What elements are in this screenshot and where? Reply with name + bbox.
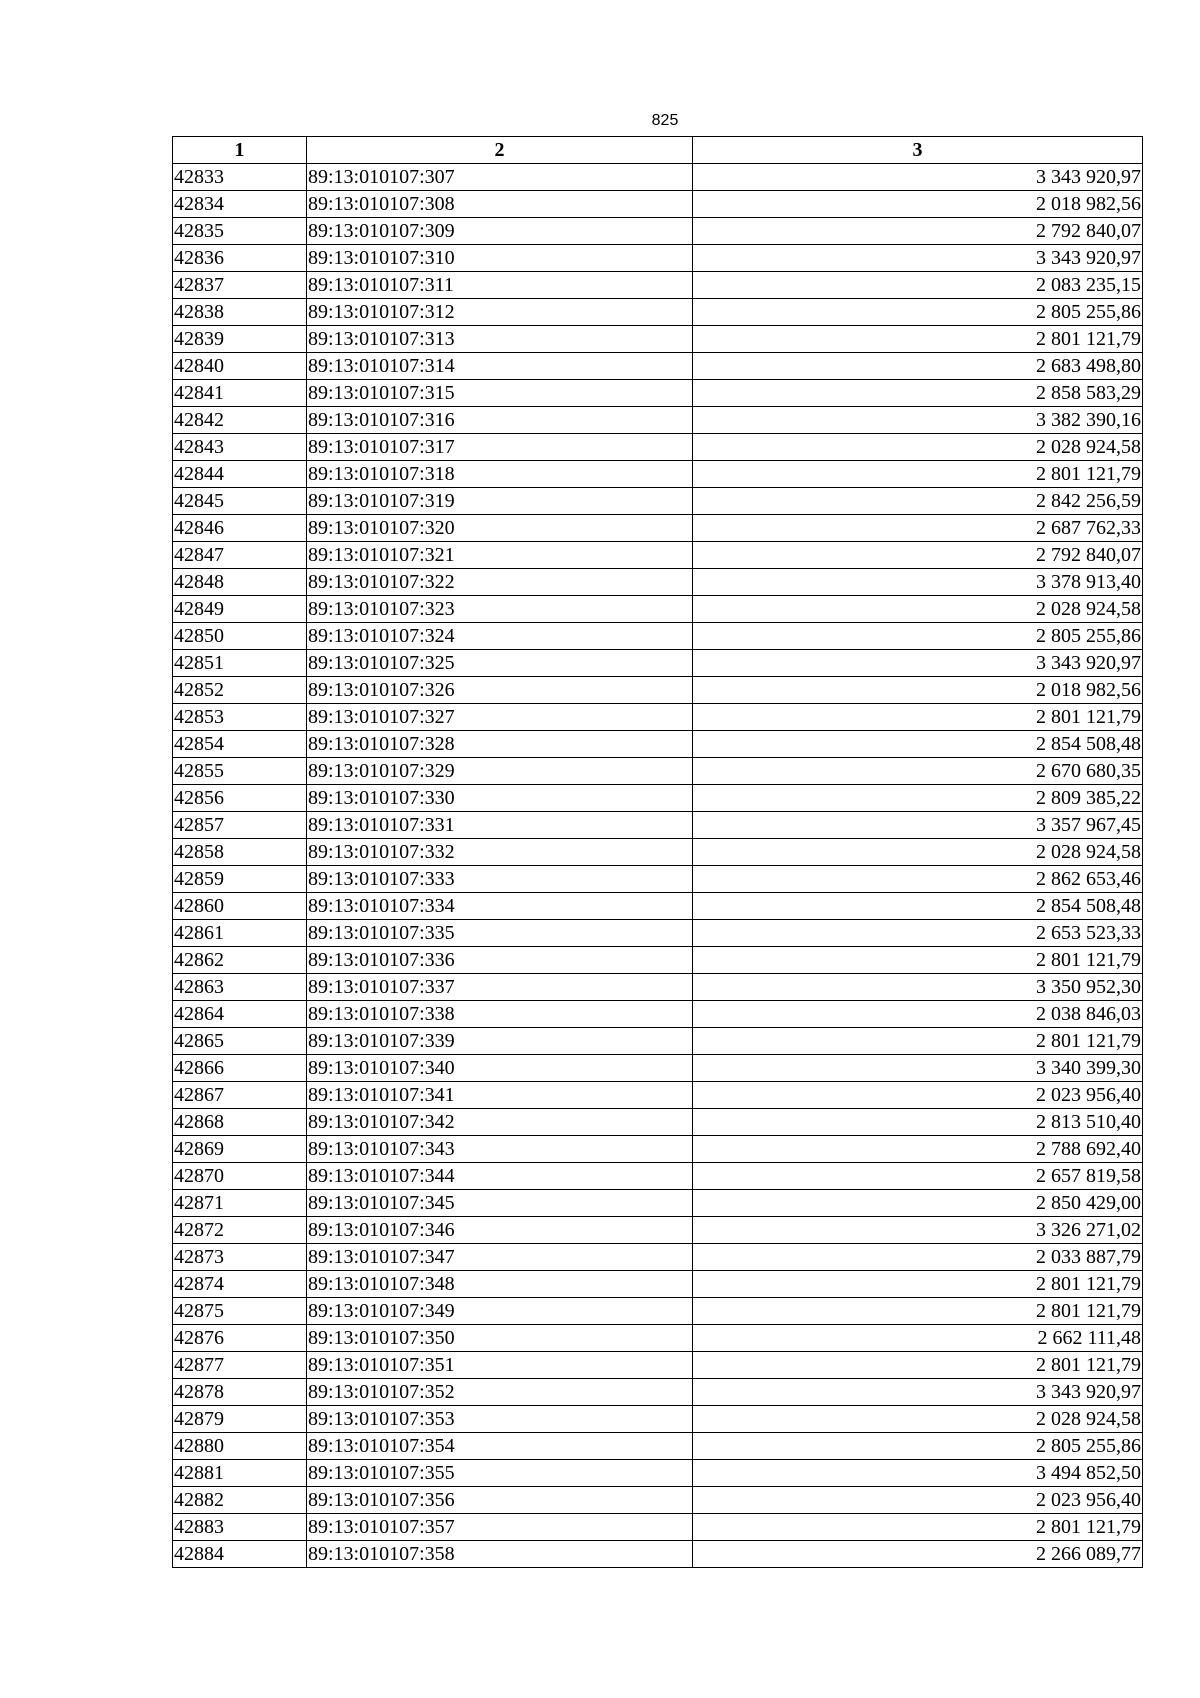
cadastral-value-cell: 2 801 121,79 (693, 1298, 1143, 1325)
cadastral-value-cell: 2 805 255,86 (693, 299, 1143, 326)
cadastral-value-cell: 3 343 920,97 (693, 650, 1143, 677)
row-number-cell: 42872 (173, 1217, 307, 1244)
row-number-cell: 42881 (173, 1460, 307, 1487)
cadastral-number-cell: 89:13:010107:315 (307, 380, 693, 407)
table-row (173, 866, 1143, 893)
cadastral-number-cell: 89:13:010107:333 (307, 866, 693, 893)
row-number-cell: 42844 (173, 461, 307, 488)
table-header (173, 137, 1143, 164)
cadastral-value-cell: 2 801 121,79 (693, 947, 1143, 974)
cadastral-number-cell: 89:13:010107:332 (307, 839, 693, 866)
cadastral-value-cell: 2 792 840,07 (693, 218, 1143, 245)
row-number-cell: 42839 (173, 326, 307, 353)
table-row (173, 1406, 1143, 1433)
row-number-cell: 42859 (173, 866, 307, 893)
cadastral-number-cell: 89:13:010107:319 (307, 488, 693, 515)
cadastral-number-cell: 89:13:010107:313 (307, 326, 693, 353)
row-number-cell: 42876 (173, 1325, 307, 1352)
cadastral-number-cell: 89:13:010107:312 (307, 299, 693, 326)
cadastral-number-cell: 89:13:010107:314 (307, 353, 693, 380)
cadastral-value-cell: 2 801 121,79 (693, 1271, 1143, 1298)
table-row (173, 947, 1143, 974)
cadastral-number-cell: 89:13:010107:322 (307, 569, 693, 596)
table-row (173, 380, 1143, 407)
cadastral-number-cell: 89:13:010107:347 (307, 1244, 693, 1271)
cadastral-number-cell: 89:13:010107:356 (307, 1487, 693, 1514)
cadastral-number-cell: 89:13:010107:343 (307, 1136, 693, 1163)
table-row (173, 542, 1143, 569)
cadastral-value-cell: 2 801 121,79 (693, 1514, 1143, 1541)
header-row (173, 137, 1143, 164)
row-number-cell: 42873 (173, 1244, 307, 1271)
row-number-cell: 42833 (173, 164, 307, 191)
cadastral-value-cell: 2 266 089,77 (693, 1541, 1143, 1568)
row-number-cell: 42851 (173, 650, 307, 677)
table-row (173, 1055, 1143, 1082)
table-row (173, 1325, 1143, 1352)
table-row (173, 1163, 1143, 1190)
cadastral-number-cell: 89:13:010107:318 (307, 461, 693, 488)
cadastral-value-cell: 2 850 429,00 (693, 1190, 1143, 1217)
cadastral-value-cell: 2 858 583,29 (693, 380, 1143, 407)
cadastral-value-cell: 3 494 852,50 (693, 1460, 1143, 1487)
cadastral-value-cell: 3 382 390,16 (693, 407, 1143, 434)
table-row (173, 569, 1143, 596)
cadastral-number-cell: 89:13:010107:353 (307, 1406, 693, 1433)
cadastral-number-cell: 89:13:010107:320 (307, 515, 693, 542)
row-number-cell: 42846 (173, 515, 307, 542)
cadastral-value-cell: 2 854 508,48 (693, 731, 1143, 758)
cadastral-number-cell: 89:13:010107:326 (307, 677, 693, 704)
cadastral-value-cell: 2 653 523,33 (693, 920, 1143, 947)
table-row (173, 974, 1143, 1001)
table-row (173, 1487, 1143, 1514)
table-row (173, 1298, 1143, 1325)
table-row (173, 1190, 1143, 1217)
table-row (173, 758, 1143, 785)
cadastral-number-cell: 89:13:010107:342 (307, 1109, 693, 1136)
table-row (173, 299, 1143, 326)
cadastral-number-cell: 89:13:010107:358 (307, 1541, 693, 1568)
cadastral-number-cell: 89:13:010107:352 (307, 1379, 693, 1406)
table-row (173, 1001, 1143, 1028)
cadastral-number-cell: 89:13:010107:351 (307, 1352, 693, 1379)
cadastral-value-cell: 2 670 680,35 (693, 758, 1143, 785)
cadastral-number-cell: 89:13:010107:323 (307, 596, 693, 623)
cadastral-value-cell: 2 028 924,58 (693, 596, 1143, 623)
row-number-cell: 42856 (173, 785, 307, 812)
row-number-cell: 42855 (173, 758, 307, 785)
row-number-cell: 42865 (173, 1028, 307, 1055)
cadastral-value-cell: 2 023 956,40 (693, 1082, 1143, 1109)
cadastral-number-cell: 89:13:010107:348 (307, 1271, 693, 1298)
row-number-cell: 42866 (173, 1055, 307, 1082)
cadastral-value-cell: 2 801 121,79 (693, 1028, 1143, 1055)
cadastral-number-cell: 89:13:010107:310 (307, 245, 693, 272)
cadastral-number-cell: 89:13:010107:338 (307, 1001, 693, 1028)
row-number-cell: 42842 (173, 407, 307, 434)
row-number-cell: 42834 (173, 191, 307, 218)
cadastral-value-cell: 2 801 121,79 (693, 326, 1143, 353)
cadastral-number-cell: 89:13:010107:331 (307, 812, 693, 839)
cadastral-number-cell: 89:13:010107:307 (307, 164, 693, 191)
row-number-cell: 42861 (173, 920, 307, 947)
table-row (173, 1460, 1143, 1487)
cadastral-number-cell: 89:13:010107:346 (307, 1217, 693, 1244)
table-row (173, 218, 1143, 245)
cadastral-value-cell: 2 018 982,56 (693, 191, 1143, 218)
cadastral-number-cell: 89:13:010107:350 (307, 1325, 693, 1352)
table-row (173, 785, 1143, 812)
row-number-cell: 42840 (173, 353, 307, 380)
cadastral-number-cell: 89:13:010107:334 (307, 893, 693, 920)
row-number-cell: 42843 (173, 434, 307, 461)
row-number-cell: 42884 (173, 1541, 307, 1568)
cadastral-number-cell: 89:13:010107:355 (307, 1460, 693, 1487)
cadastral-value-cell: 2 028 924,58 (693, 1406, 1143, 1433)
row-number-cell: 42841 (173, 380, 307, 407)
column-header-3: 3 (693, 137, 1143, 164)
table-row (173, 731, 1143, 758)
cadastral-value-cell: 2 018 982,56 (693, 677, 1143, 704)
row-number-cell: 42878 (173, 1379, 307, 1406)
page-number: 825 (651, 112, 679, 129)
row-number-cell: 42836 (173, 245, 307, 272)
table-row (173, 596, 1143, 623)
table-row (173, 1271, 1143, 1298)
cadastral-number-cell: 89:13:010107:357 (307, 1514, 693, 1541)
table-row (173, 1541, 1143, 1568)
cadastral-number-cell: 89:13:010107:329 (307, 758, 693, 785)
cadastral-value-cell: 2 657 819,58 (693, 1163, 1143, 1190)
column-header-2: 2 (307, 137, 693, 164)
cadastral-number-cell: 89:13:010107:316 (307, 407, 693, 434)
row-number-cell: 42869 (173, 1136, 307, 1163)
cadastral-value-cell: 2 023 956,40 (693, 1487, 1143, 1514)
table-row (173, 677, 1143, 704)
row-number-cell: 42875 (173, 1298, 307, 1325)
table-row (173, 1379, 1143, 1406)
cadastral-number-cell: 89:13:010107:339 (307, 1028, 693, 1055)
row-number-cell: 42845 (173, 488, 307, 515)
cadastral-number-cell: 89:13:010107:328 (307, 731, 693, 758)
table-row (173, 353, 1143, 380)
cadastral-value-cell: 2 854 508,48 (693, 893, 1143, 920)
cadastral-number-cell: 89:13:010107:340 (307, 1055, 693, 1082)
cadastral-number-cell: 89:13:010107:344 (307, 1163, 693, 1190)
row-number-cell: 42882 (173, 1487, 307, 1514)
table-row (173, 1136, 1143, 1163)
cadastral-value-cell: 2 801 121,79 (693, 461, 1143, 488)
table-row (173, 1244, 1143, 1271)
table-row (173, 191, 1143, 218)
cadastral-value-cell: 2 083 235,15 (693, 272, 1143, 299)
cadastral-number-cell: 89:13:010107:311 (307, 272, 693, 299)
table-row (173, 920, 1143, 947)
table-row (173, 623, 1143, 650)
table-row (173, 515, 1143, 542)
cadastral-number-cell: 89:13:010107:317 (307, 434, 693, 461)
table-row (173, 407, 1143, 434)
cadastral-value-cell: 2 662 111,48 (693, 1325, 1143, 1352)
cadastral-value-cell: 2 788 692,40 (693, 1136, 1143, 1163)
cadastral-value-cell: 2 028 924,58 (693, 434, 1143, 461)
cadastral-number-cell: 89:13:010107:349 (307, 1298, 693, 1325)
cadastral-number-cell: 89:13:010107:345 (307, 1190, 693, 1217)
row-number-cell: 42879 (173, 1406, 307, 1433)
row-number-cell: 42852 (173, 677, 307, 704)
table-row (173, 1433, 1143, 1460)
cadastral-value-cell: 3 340 399,30 (693, 1055, 1143, 1082)
column-header-1: 1 (173, 137, 307, 164)
table-row (173, 326, 1143, 353)
cadastral-number-cell: 89:13:010107:330 (307, 785, 693, 812)
cadastral-number-cell: 89:13:010107:327 (307, 704, 693, 731)
cadastral-value-cell: 2 805 255,86 (693, 1433, 1143, 1460)
cadastral-value-cell: 3 350 952,30 (693, 974, 1143, 1001)
row-number-cell: 42848 (173, 569, 307, 596)
row-number-cell: 42877 (173, 1352, 307, 1379)
row-number-cell: 42868 (173, 1109, 307, 1136)
row-number-cell: 42867 (173, 1082, 307, 1109)
row-number-cell: 42854 (173, 731, 307, 758)
row-number-cell: 42863 (173, 974, 307, 1001)
row-number-cell: 42862 (173, 947, 307, 974)
table-row (173, 434, 1143, 461)
cadastral-number-cell: 89:13:010107:335 (307, 920, 693, 947)
cadastral-value-cell: 2 033 887,79 (693, 1244, 1143, 1271)
row-number-cell: 42847 (173, 542, 307, 569)
cadastral-value-table (172, 136, 1143, 1568)
row-number-cell: 42837 (173, 272, 307, 299)
cadastral-value-cell: 2 801 121,79 (693, 704, 1143, 731)
table-row (173, 1082, 1143, 1109)
cadastral-value-cell: 2 683 498,80 (693, 353, 1143, 380)
table-body (173, 164, 1143, 1568)
row-number-cell: 42853 (173, 704, 307, 731)
row-number-cell: 42883 (173, 1514, 307, 1541)
table-row (173, 812, 1143, 839)
cadastral-number-cell: 89:13:010107:321 (307, 542, 693, 569)
row-number-cell: 42858 (173, 839, 307, 866)
table-row (173, 461, 1143, 488)
row-number-cell: 42857 (173, 812, 307, 839)
cadastral-value-cell: 2 038 846,03 (693, 1001, 1143, 1028)
row-number-cell: 42874 (173, 1271, 307, 1298)
table-row (173, 245, 1143, 272)
cadastral-value-cell: 3 343 920,97 (693, 1379, 1143, 1406)
table-row (173, 1352, 1143, 1379)
cadastral-value-cell: 2 028 924,58 (693, 839, 1143, 866)
cadastral-number-cell: 89:13:010107:341 (307, 1082, 693, 1109)
row-number-cell: 42864 (173, 1001, 307, 1028)
cadastral-value-cell: 2 801 121,79 (693, 1352, 1143, 1379)
cadastral-value-cell: 3 326 271,02 (693, 1217, 1143, 1244)
table-row (173, 488, 1143, 515)
table-row (173, 1028, 1143, 1055)
row-number-cell: 42835 (173, 218, 307, 245)
table-row (173, 1109, 1143, 1136)
cadastral-number-cell: 89:13:010107:337 (307, 974, 693, 1001)
cadastral-value-cell: 2 809 385,22 (693, 785, 1143, 812)
cadastral-value-cell: 3 378 913,40 (693, 569, 1143, 596)
row-number-cell: 42871 (173, 1190, 307, 1217)
table-row (173, 650, 1143, 677)
cadastral-number-cell: 89:13:010107:336 (307, 947, 693, 974)
cadastral-value-cell: 2 687 762,33 (693, 515, 1143, 542)
table-row (173, 893, 1143, 920)
cadastral-value-cell: 3 343 920,97 (693, 245, 1143, 272)
cadastral-value-cell: 2 813 510,40 (693, 1109, 1143, 1136)
table-row (173, 272, 1143, 299)
table-row (173, 704, 1143, 731)
cadastral-value-cell: 3 343 920,97 (693, 164, 1143, 191)
cadastral-value-cell: 2 792 840,07 (693, 542, 1143, 569)
cadastral-value-cell: 2 862 653,46 (693, 866, 1143, 893)
cadastral-value-cell: 3 357 967,45 (693, 812, 1143, 839)
table-row (173, 1217, 1143, 1244)
row-number-cell: 42860 (173, 893, 307, 920)
table-row (173, 839, 1143, 866)
cadastral-number-cell: 89:13:010107:324 (307, 623, 693, 650)
table-row (173, 164, 1143, 191)
table-row (173, 1514, 1143, 1541)
row-number-cell: 42849 (173, 596, 307, 623)
cadastral-number-cell: 89:13:010107:354 (307, 1433, 693, 1460)
cadastral-value-cell: 2 842 256,59 (693, 488, 1143, 515)
cadastral-number-cell: 89:13:010107:308 (307, 191, 693, 218)
cadastral-value-cell: 2 805 255,86 (693, 623, 1143, 650)
row-number-cell: 42880 (173, 1433, 307, 1460)
cadastral-number-cell: 89:13:010107:309 (307, 218, 693, 245)
cadastral-number-cell: 89:13:010107:325 (307, 650, 693, 677)
row-number-cell: 42870 (173, 1163, 307, 1190)
row-number-cell: 42838 (173, 299, 307, 326)
row-number-cell: 42850 (173, 623, 307, 650)
